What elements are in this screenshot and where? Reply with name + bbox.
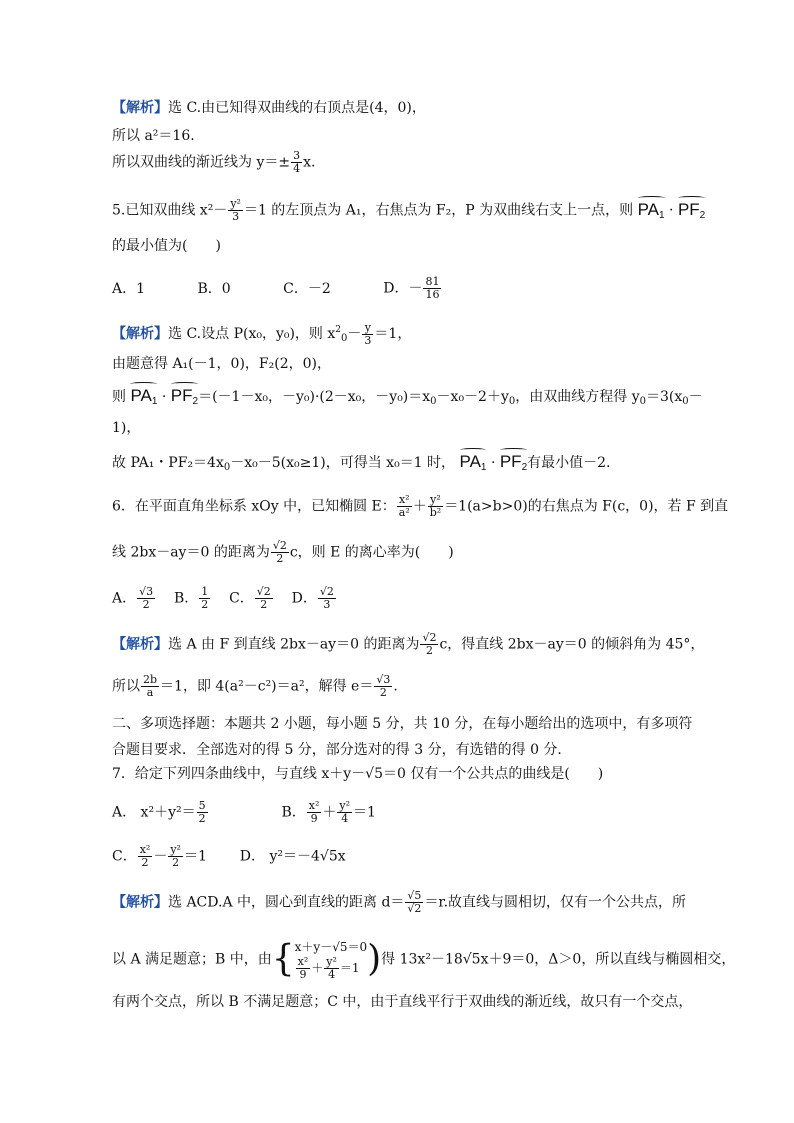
section-2-heading: 二、多项选择题：本题共 2 小题，每小题 5 分，共 10 分，在每小题给出的选项中，有多项符 [112, 716, 693, 732]
solution-5-line-4: 1)， [112, 420, 141, 436]
option-c: C．－2 [283, 280, 331, 297]
question-5-options [112, 276, 490, 301]
question-6-options: A． $\frac{√3}{2}$ B． $\frac{1}{2}$ C． $\frac{√2}{2}$ D． $\frac{√2}{3}$ [112, 585, 334, 611]
question-7-options-1: A． x²＋y²＝ $\frac{5}{2}$ B． $\frac{\text{x²}}{9}$ ＋ $\frac{\text{y²}}{4}$ ＝1 [112, 799, 376, 825]
option-d: D．－ $\frac{81}{16}$ [383, 275, 440, 301]
solution-7-line-1: 【解析】选 ACD.A 中，圆心到直线的距离 d＝ $\frac{√5}{√2}$ ＝r.故直线与圆相切，仅有一个公共点，所 [112, 889, 687, 915]
solution-7-line-3: 有两个交点，所以 B 不满足题意；C 中，由于直线平行于双曲线的渐近线，故只有一个交点， [112, 994, 693, 1010]
solution-5-line-3: 则 $PA_1 \cdot PF_2=(-1-x_0$，－y₀)·(2－x₀，$-y_0)=x_0-x_0-2+y_0$，由双曲线方程得 $y_0=3(x_0-$ [112, 386, 703, 412]
solution-5-line-2: 由题意得 A₁(－1，0)，F₂(2，0)， [112, 356, 331, 372]
option-b: B．0 [197, 280, 231, 297]
question-7-options-2: C． $\frac{\text{x²}}{2}$ － $\frac{\text{y²}}{2}$ ＝1 D． y²＝－4√5x [112, 843, 346, 869]
vector-pf2: $PF_2$ [678, 200, 705, 226]
solution-5-line-1: 【解析】选 C.设点 P(x₀，y₀)，则 $x^2_0-$ $\frac{y}{3}$ ＝1， [112, 320, 412, 347]
solution-4-line-1: 【解析】选 C.由已知得双曲线的右顶点是(4，0)， [112, 100, 426, 116]
solution-7-line-2: 以 A 满足题意；B 中，由{ x＋y－√5＝0 $\frac{\text{x²}}{9}$ ＋ $\frac{\text{y²}}{4}$ ＝1 )得 13x²－18√5x＋9＝0，Δ＞0，所以直线与椭圆相交， [112, 938, 736, 981]
question-7-stem: 7．给定下列四条曲线中，与直线 x＋y－√5＝0 仅有一个公共点的曲线是( ) [112, 766, 604, 782]
solution-6-line-2: 所以 $\frac{2b}{a}$ ＝1，即 4(a²－c²)＝a²，解得 e＝ $\frac{√3}{2}$ . [112, 673, 398, 699]
solution-tag: 【解析】 [112, 100, 168, 116]
solution-5-line-5: 故 PA₁・$PF_2=4x_0-x_0-5(x_0\ge 1)$，可得当 x₀＝1 时， $PA_1 \cdot PF_2$有最小值－2. [112, 452, 611, 478]
section-2-heading-2: 合题目要求．全部选对的得 5 分，部分选对的得 3 分，有选错的得 0 分． [112, 742, 572, 758]
fraction: $\frac{3}{4}$ [293, 149, 301, 175]
solution-4-line-2: 所以 a²＝16. [112, 128, 195, 144]
question-6-stem: 6．在平面直角坐标系 xOy 中，已知椭圆 E： $\frac{\text{x²}}{\text{a²}}$ ＋ $\frac{\text{y²}}{\text{b²}}$ ＝1(a>b>0)的右焦点为 F(c，0)，若 F 到直 [112, 493, 729, 519]
solution-4-line-3: 所以双曲线的渐近线为 y＝± $\frac{3}{4}$ x. [112, 149, 316, 175]
question-5-stem-2: 的最小值为( ) [112, 238, 221, 254]
solution-6-line-1: 【解析】选 A 由 F 到直线 2bx－ay＝0 的距离为 $\frac{√2}{2}$ c，得直线 2bx－ay＝0 的倾斜角为 45°， [112, 631, 705, 657]
question-6-stem-2: 线 2bx－ay＝0 的距离为 $\frac{√2}{2}$ c，则 E 的离心率为( ) [112, 539, 454, 565]
option-a: A．1 [112, 280, 146, 297]
vector-pa1: $PA_1$ [638, 200, 665, 226]
question-5-stem: 5.已知双曲线 x²－ $\frac{\text{y²}}{3}$ ＝1 的左顶点为 A₁，右焦点为 F₂，P 为双曲线右支上一点，则 $PA_1 \cdot PF_2$ [112, 198, 705, 226]
